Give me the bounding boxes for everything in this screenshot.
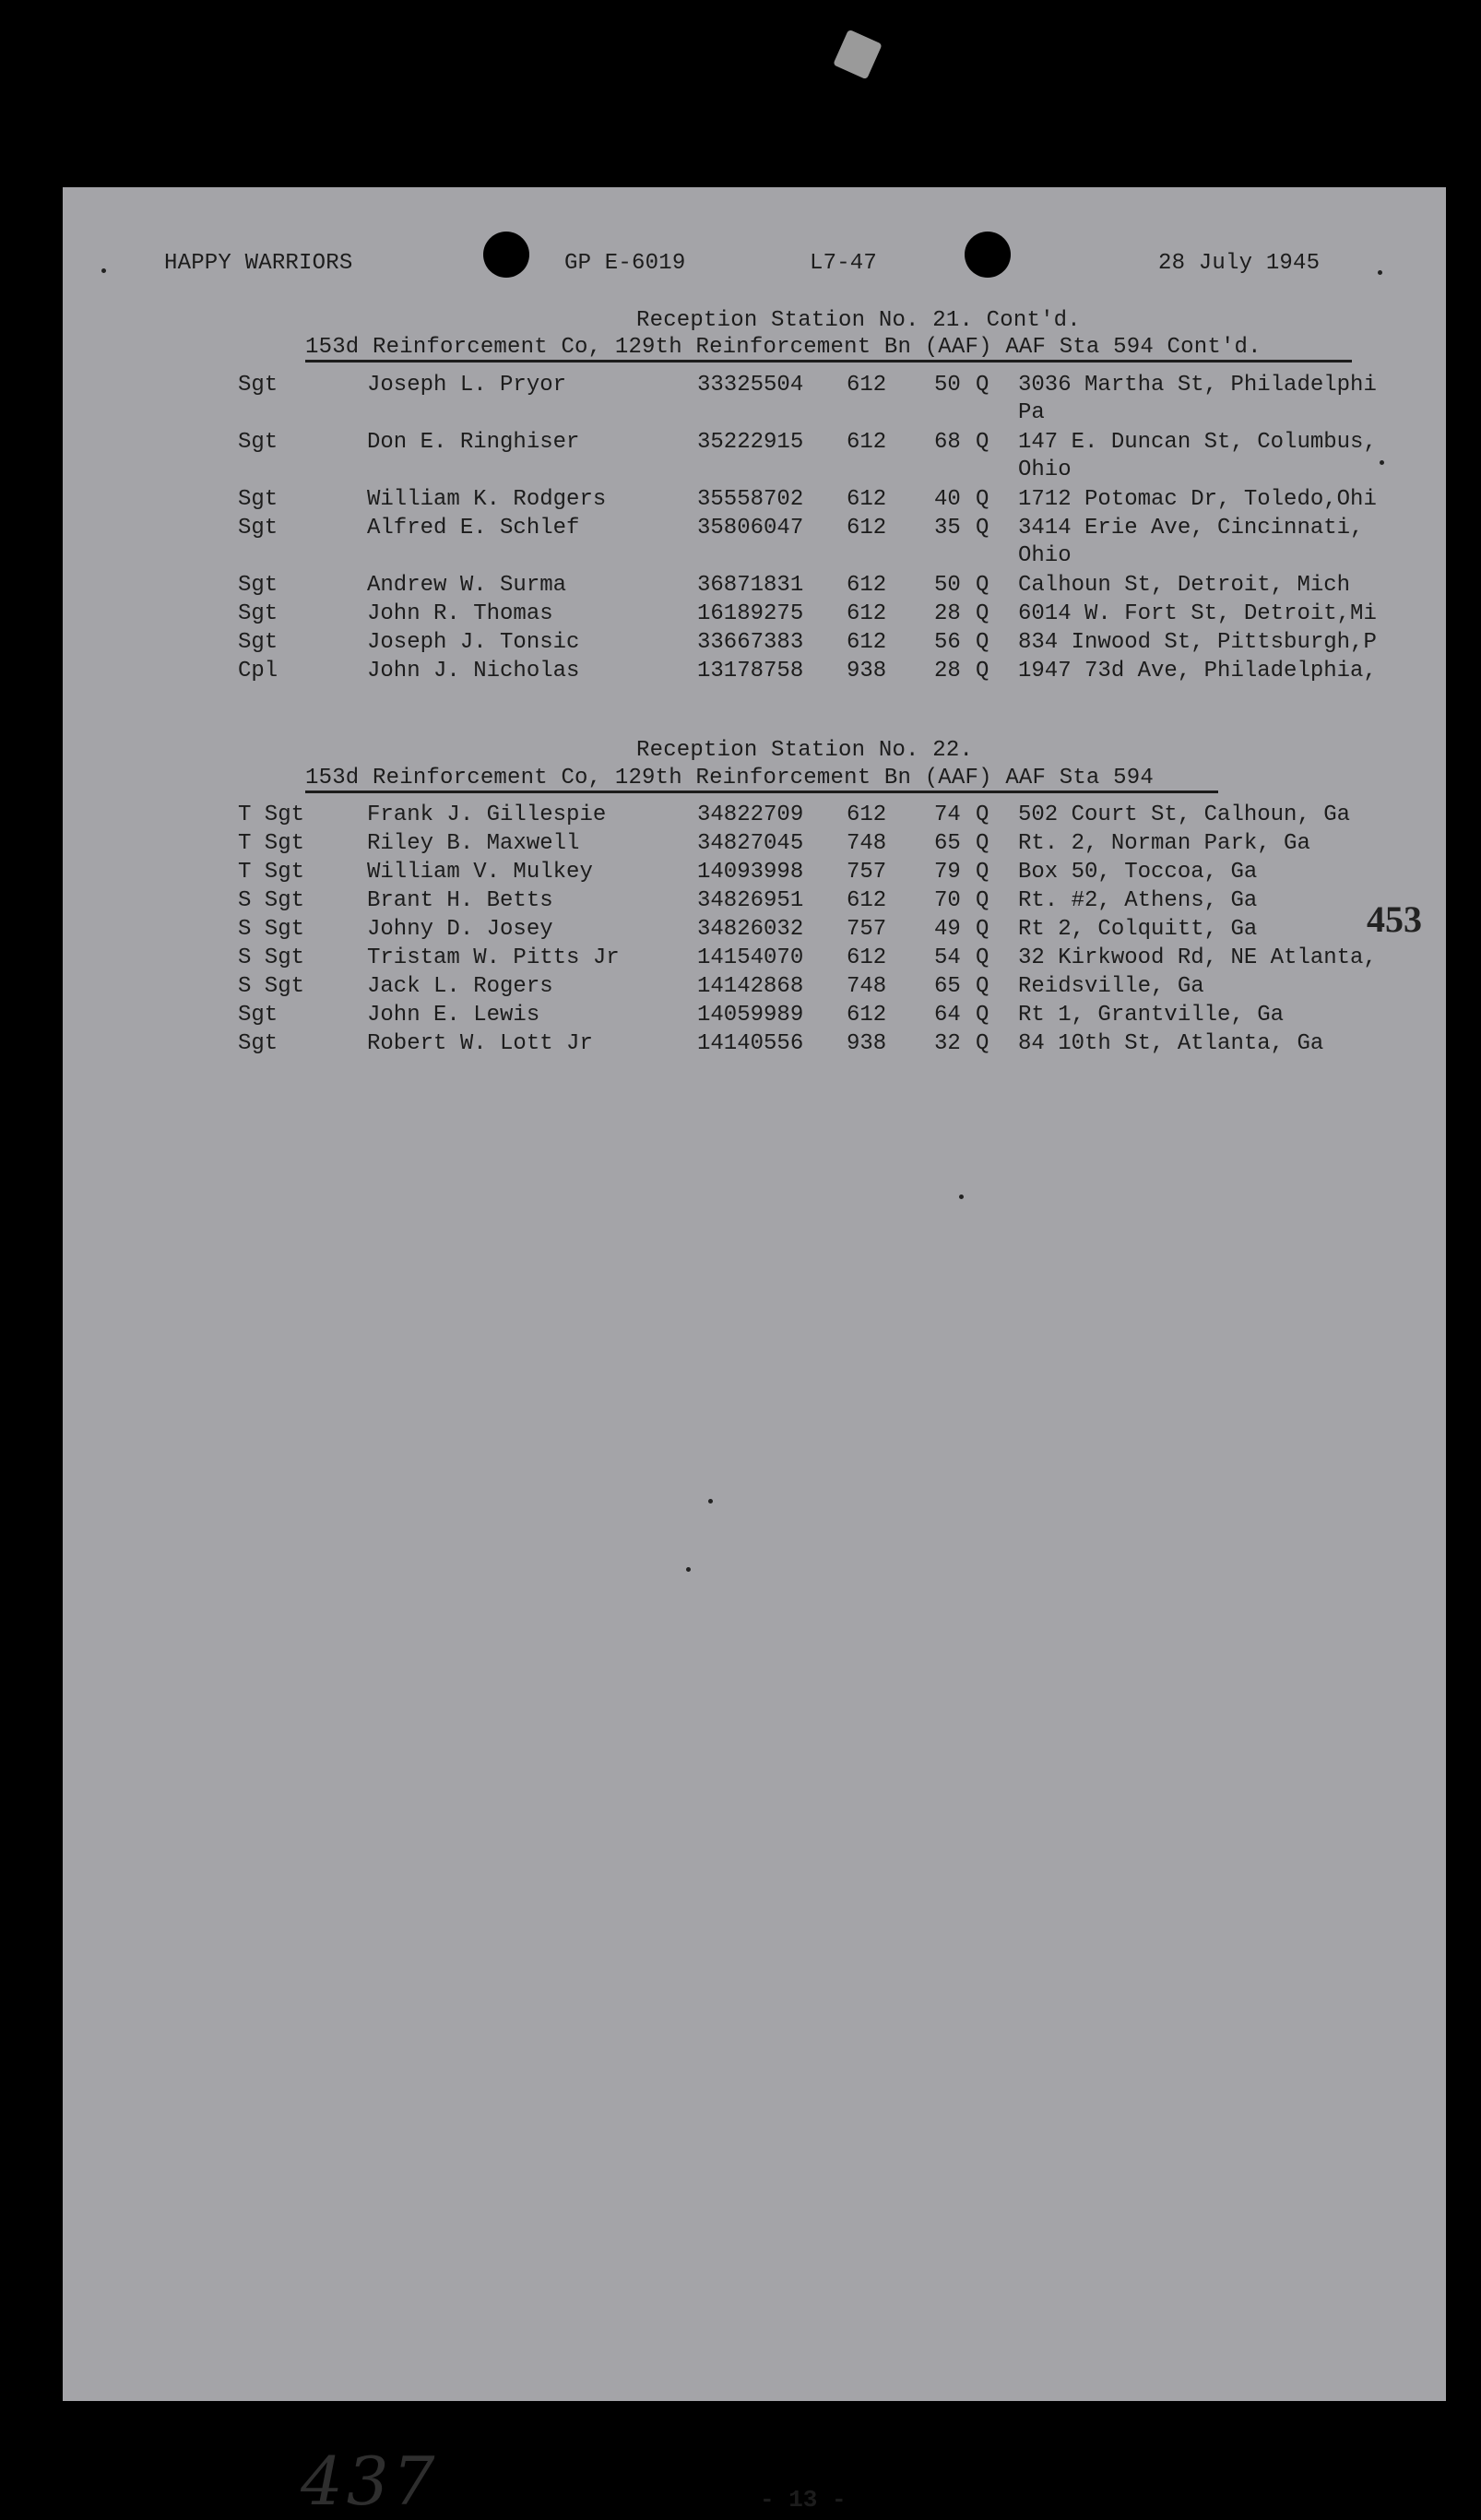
roster-serial-number: 35806047 — [697, 516, 804, 541]
roster-rank: T Sgt — [238, 802, 305, 827]
roster-rank: T Sgt — [238, 860, 305, 885]
roster-status-code: Q — [976, 573, 989, 598]
roster-address: Reidsville, Ga — [1018, 974, 1204, 999]
roster-rank: Cpl — [238, 659, 278, 683]
roster-mos-code: 612 — [847, 430, 887, 455]
roster-rank: S Sgt — [238, 917, 305, 942]
punch-hole-left — [483, 232, 529, 278]
roster-status-code: Q — [976, 487, 989, 512]
roster-name: Tristam W. Pitts Jr — [367, 945, 620, 970]
section-2-title: Reception Station No. 22. — [636, 738, 974, 763]
roster-rank: Sgt — [238, 601, 278, 626]
roster-serial-number: 14093998 — [697, 860, 804, 885]
roster-status-code: Q — [976, 1003, 989, 1028]
roster-points: 65 — [934, 831, 961, 856]
roster-name: William V. Mulkey — [367, 860, 593, 885]
roster-status-code: Q — [976, 1031, 989, 1056]
roster-points: 68 — [934, 430, 961, 455]
roster-serial-number: 14154070 — [697, 945, 804, 970]
roster-points: 28 — [934, 601, 961, 626]
roster-points: 49 — [934, 917, 961, 942]
section-2-unit: 153d Reinforcement Co, 129th Reinforcement Bn (AAF) AAF Sta 594 — [305, 766, 1154, 790]
roster-rank: Sgt — [238, 630, 278, 655]
roster-address: 834 Inwood St, Pittsburgh,P — [1018, 630, 1377, 655]
roster-serial-number: 35558702 — [697, 487, 804, 512]
roster-name: John R. Thomas — [367, 601, 553, 626]
section-1-underline — [305, 360, 1352, 363]
roster-serial-number: 14059989 — [697, 1003, 804, 1028]
handwritten-number: 437 — [301, 2443, 439, 2520]
roster-name: Joseph J. Tonsic — [367, 630, 580, 655]
speck — [708, 1499, 713, 1504]
paper-fold-tab — [833, 30, 883, 80]
roster-serial-number: 14140556 — [697, 1031, 804, 1056]
roster-status-code: Q — [976, 630, 989, 655]
roster-mos-code: 748 — [847, 974, 887, 999]
roster-name: Riley B. Maxwell — [367, 831, 580, 856]
roster-rank: Sgt — [238, 1003, 278, 1028]
roster-status-code: Q — [976, 659, 989, 683]
roster-points: 50 — [934, 373, 961, 398]
roster-serial-number: 13178758 — [697, 659, 804, 683]
header-order-number: L7-47 — [810, 251, 878, 276]
roster-serial-number: 36871831 — [697, 573, 804, 598]
roster-serial-number: 35222915 — [697, 430, 804, 455]
roster-address: Rt 2, Colquitt, Ga — [1018, 917, 1258, 942]
roster-status-code: Q — [976, 601, 989, 626]
roster-name: Robert W. Lott Jr — [367, 1031, 593, 1056]
section-1-unit: 153d Reinforcement Co, 129th Reinforcement Bn (AAF) AAF Sta 594 Cont'd. — [305, 335, 1262, 360]
header-date: 28 July 1945 — [1158, 251, 1321, 276]
roster-points: 79 — [934, 860, 961, 885]
roster-status-code: Q — [976, 430, 989, 455]
roster-address: 502 Court St, Calhoun, Ga — [1018, 802, 1351, 827]
roster-address: 147 E. Duncan St, Columbus, — [1018, 430, 1377, 455]
roster-mos-code: 612 — [847, 573, 887, 598]
roster-address: Rt. #2, Athens, Ga — [1018, 888, 1258, 913]
roster-name: Frank J. Gillespie — [367, 802, 607, 827]
speck — [686, 1567, 691, 1572]
roster-status-code: Q — [976, 373, 989, 398]
roster-rank: T Sgt — [238, 831, 305, 856]
roster-rank: Sgt — [238, 1031, 278, 1056]
roster-address: 1712 Potomac Dr, Toledo,Ohi — [1018, 487, 1377, 512]
roster-address: 1947 73d Ave, Philadelphia, — [1018, 659, 1377, 683]
roster-name: John J. Nicholas — [367, 659, 580, 683]
section-2-underline — [305, 790, 1218, 793]
roster-mos-code: 612 — [847, 802, 887, 827]
header-unit-name: HAPPY WARRIORS — [164, 251, 353, 276]
roster-serial-number: 14142868 — [697, 974, 804, 999]
roster-rank: Sgt — [238, 487, 278, 512]
roster-points: 35 — [934, 516, 961, 541]
roster-points: 54 — [934, 945, 961, 970]
roster-address: 3036 Martha St, Philadelphi — [1018, 373, 1377, 398]
roster-rank: Sgt — [238, 516, 278, 541]
roster-points: 74 — [934, 802, 961, 827]
roster-mos-code: 612 — [847, 373, 887, 398]
roster-rank: Sgt — [238, 573, 278, 598]
speck — [1378, 270, 1382, 275]
page-stamp: 453 — [1367, 898, 1422, 940]
roster-serial-number: 16189275 — [697, 601, 804, 626]
header-code: GP E-6019 — [564, 251, 686, 276]
roster-mos-code: 757 — [847, 917, 887, 942]
roster-address: Rt. 2, Norman Park, Ga — [1018, 831, 1310, 856]
roster-mos-code: 612 — [847, 945, 887, 970]
roster-points: 50 — [934, 573, 961, 598]
roster-points: 32 — [934, 1031, 961, 1056]
roster-name: Andrew W. Surma — [367, 573, 567, 598]
punch-hole-right — [965, 232, 1011, 278]
roster-rank: Sgt — [238, 430, 278, 455]
roster-status-code: Q — [976, 945, 989, 970]
roster-address: 3414 Erie Ave, Cincinnati, — [1018, 516, 1364, 541]
document-page — [63, 187, 1446, 2520]
roster-serial-number: 34826032 — [697, 917, 804, 942]
roster-status-code: Q — [976, 974, 989, 999]
roster-mos-code: 612 — [847, 888, 887, 913]
roster-name: Alfred E. Schlef — [367, 516, 580, 541]
roster-points: 28 — [934, 659, 961, 683]
roster-address: Calhoun St, Detroit, Mich — [1018, 573, 1351, 598]
roster-status-code: Q — [976, 831, 989, 856]
roster-name: Brant H. Betts — [367, 888, 553, 913]
roster-name: William K. Rodgers — [367, 487, 607, 512]
roster-mos-code: 938 — [847, 1031, 887, 1056]
roster-mos-code: 612 — [847, 630, 887, 655]
roster-status-code: Q — [976, 888, 989, 913]
roster-mos-code: 612 — [847, 516, 887, 541]
roster-name: Jack L. Rogers — [367, 974, 553, 999]
speck — [959, 1195, 964, 1199]
roster-rank: S Sgt — [238, 945, 305, 970]
roster-mos-code: 748 — [847, 831, 887, 856]
roster-address: Box 50, Toccoa, Ga — [1018, 860, 1258, 885]
roster-points: 65 — [934, 974, 961, 999]
roster-serial-number: 34827045 — [697, 831, 804, 856]
roster-address: 32 Kirkwood Rd, NE Atlanta, — [1018, 945, 1377, 970]
roster-address-line-2: Ohio — [1018, 458, 1072, 482]
roster-address: Rt 1, Grantville, Ga — [1018, 1003, 1285, 1028]
page-number: - 13 - — [760, 2486, 847, 2514]
roster-name: John E. Lewis — [367, 1003, 540, 1028]
roster-serial-number: 34822709 — [697, 802, 804, 827]
roster-rank: S Sgt — [238, 974, 305, 999]
roster-mos-code: 612 — [847, 601, 887, 626]
speck — [101, 268, 106, 273]
roster-points: 64 — [934, 1003, 961, 1028]
roster-name: Joseph L. Pryor — [367, 373, 567, 398]
roster-mos-code: 612 — [847, 487, 887, 512]
roster-status-code: Q — [976, 860, 989, 885]
roster-mos-code: 938 — [847, 659, 887, 683]
roster-serial-number: 33325504 — [697, 373, 804, 398]
roster-address: 84 10th St, Atlanta, Ga — [1018, 1031, 1324, 1056]
roster-points: 56 — [934, 630, 961, 655]
section-1-title: Reception Station No. 21. Cont'd. — [636, 308, 1081, 333]
roster-serial-number: 34826951 — [697, 888, 804, 913]
roster-address-line-2: Pa — [1018, 400, 1045, 425]
roster-serial-number: 33667383 — [697, 630, 804, 655]
roster-status-code: Q — [976, 802, 989, 827]
roster-rank: Sgt — [238, 373, 278, 398]
speck — [1380, 460, 1384, 465]
roster-address-line-2: Ohio — [1018, 543, 1072, 568]
roster-address: 6014 W. Fort St, Detroit,Mi — [1018, 601, 1377, 626]
roster-status-code: Q — [976, 917, 989, 942]
roster-mos-code: 757 — [847, 860, 887, 885]
roster-rank: S Sgt — [238, 888, 305, 913]
roster-points: 40 — [934, 487, 961, 512]
roster-name: Johny D. Josey — [367, 917, 553, 942]
roster-status-code: Q — [976, 516, 989, 541]
roster-name: Don E. Ringhiser — [367, 430, 580, 455]
roster-mos-code: 612 — [847, 1003, 887, 1028]
roster-points: 70 — [934, 888, 961, 913]
